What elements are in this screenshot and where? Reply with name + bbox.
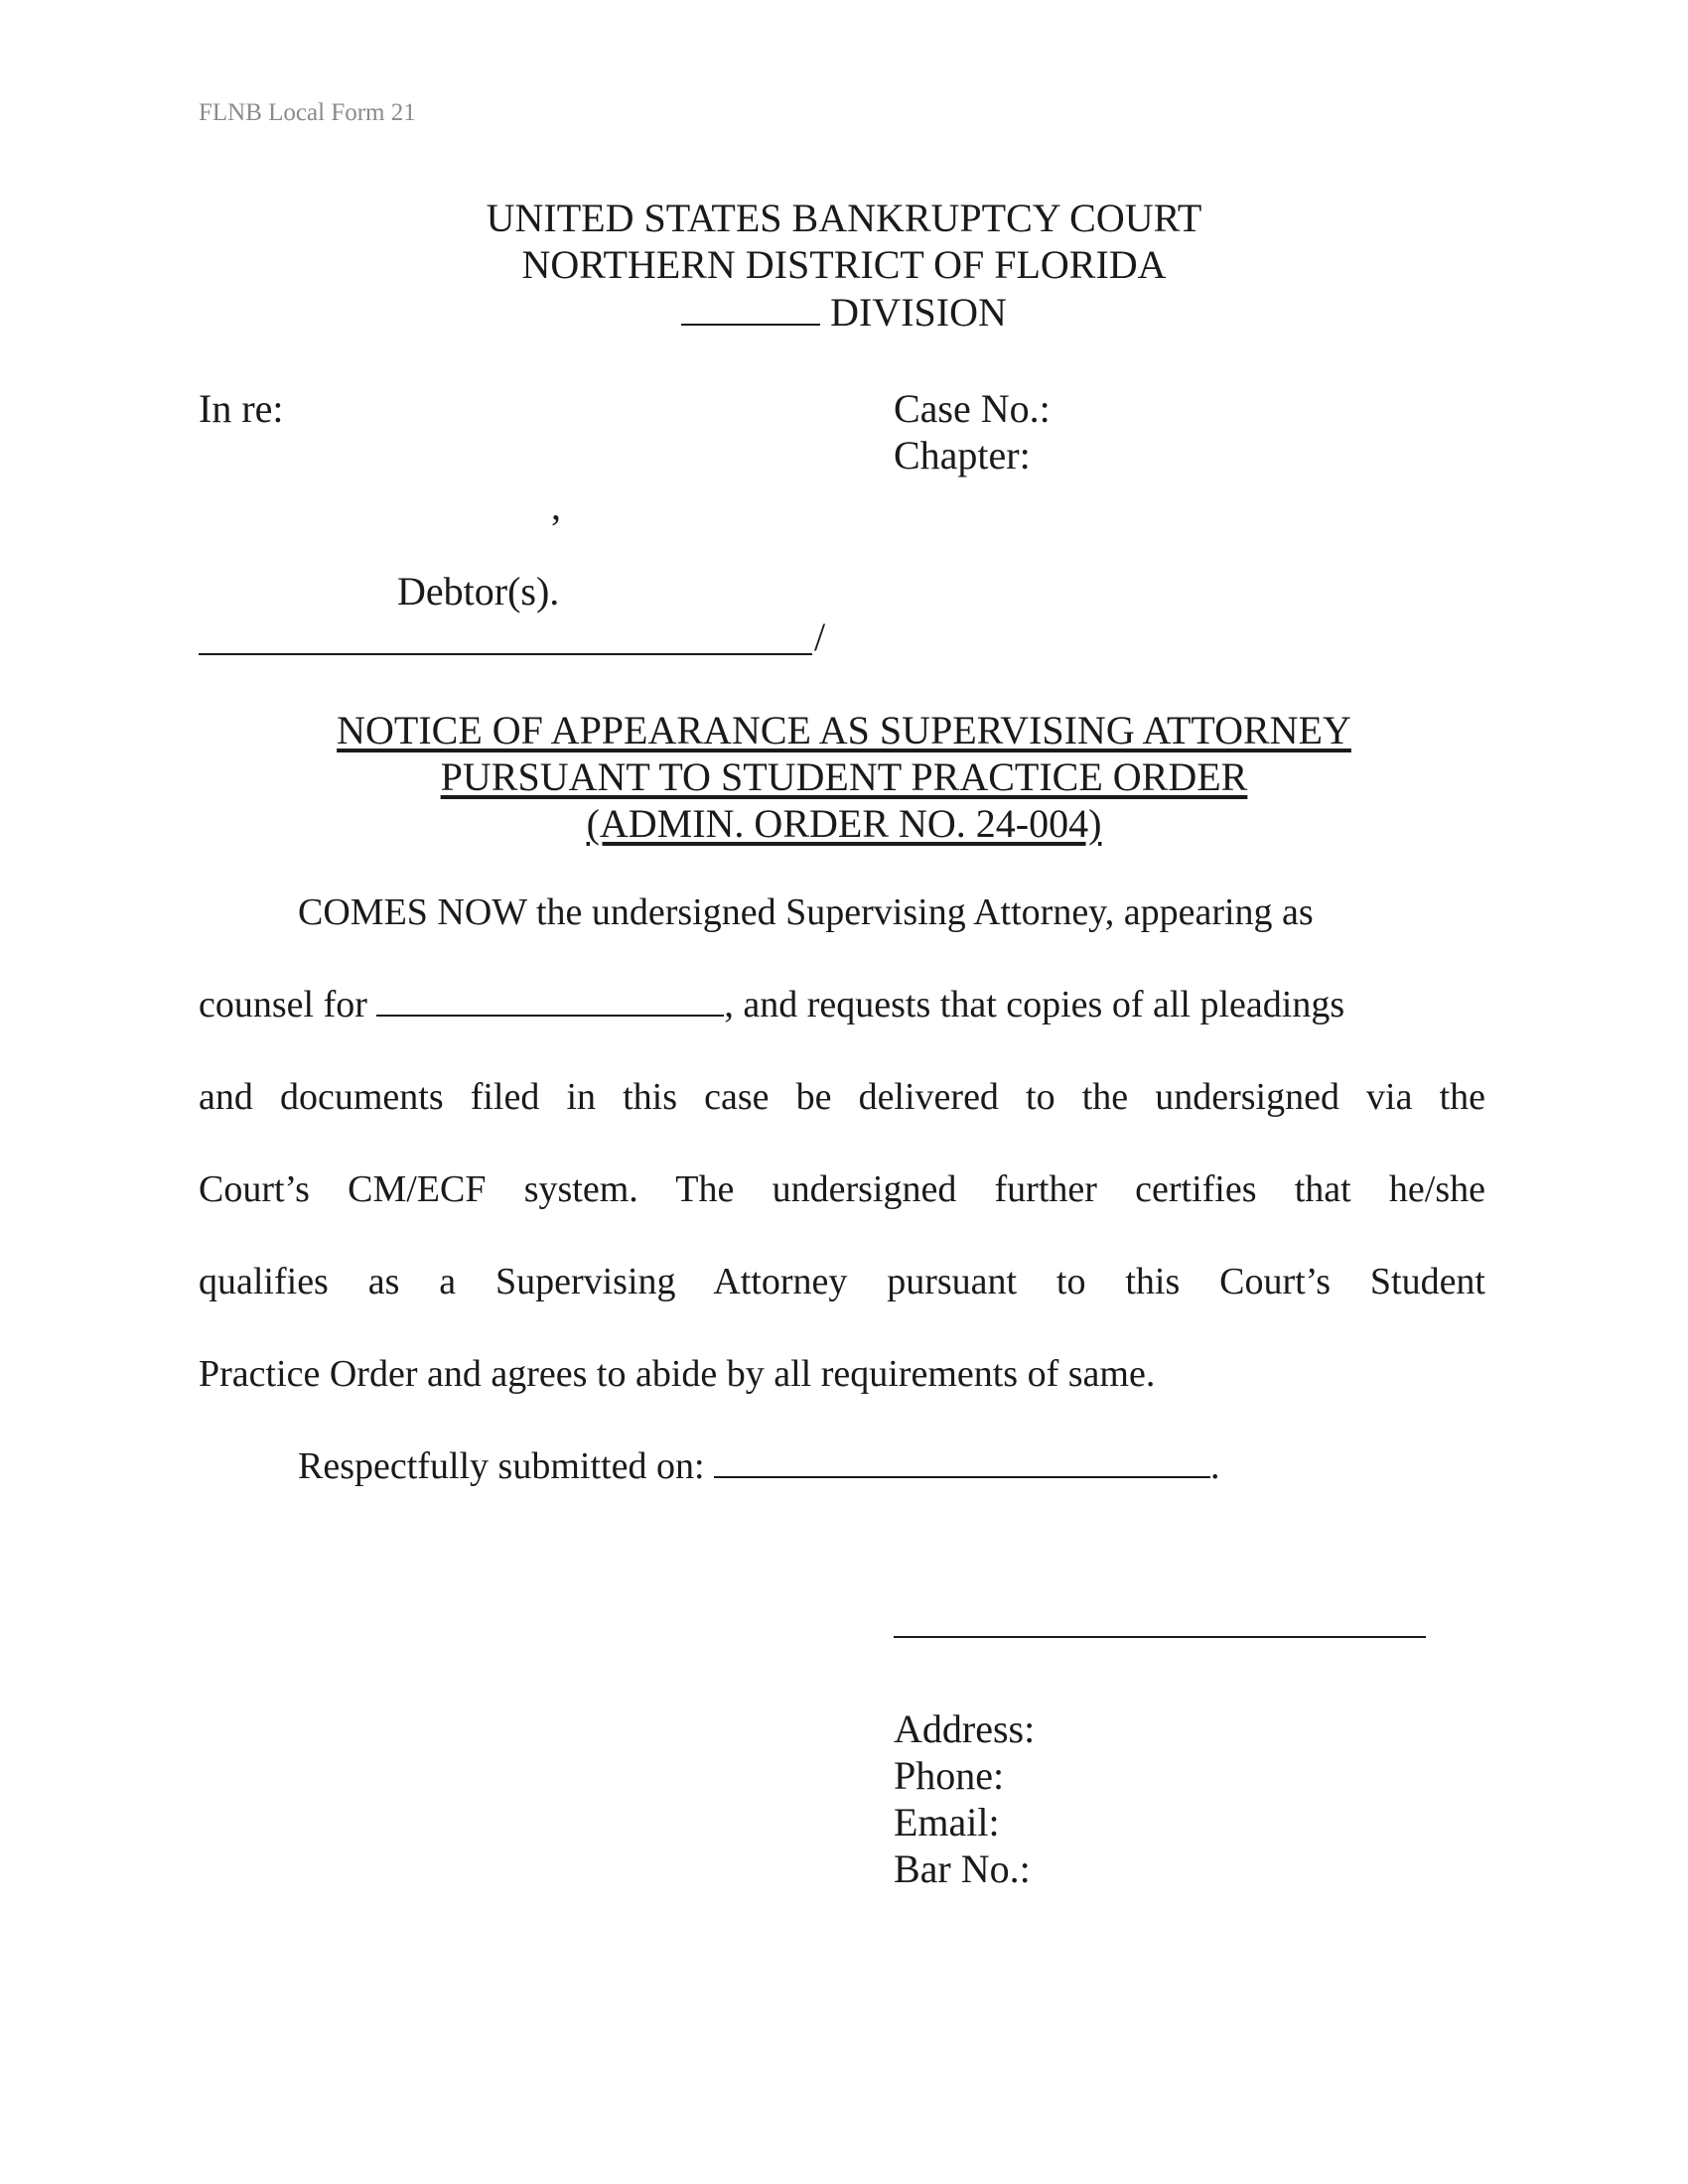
court-district: NORTHERN DISTRICT OF FLORIDA [521,242,1167,287]
title-line-1: NOTICE OF APPEARANCE AS SUPERVISING ATTORNEY [337,708,1351,752]
bar-no-label: Bar No.: [894,1846,1031,1891]
court-division [0,288,1688,336]
in-re-label: In re: [199,386,284,431]
body-line-3: and documents filed in this case be delivered to the undersigned via the [199,1076,1485,1118]
notice-title [0,707,1688,847]
debtor-name-comma: , [551,483,561,528]
body-line-2 [199,982,1485,1027]
submitted-line [298,1443,1485,1489]
case-no-label: Case No.: [894,386,1051,431]
address-label: Address: [894,1706,1036,1751]
division-label: DIVISION [830,290,1007,335]
attorney-contact-block [894,1706,1035,1892]
body-line-4: Court’s CM/ECF system. The undersigned further certifies that he/she [199,1168,1485,1210]
title-line-3: (ADMIN. ORDER NO. 24-004) [586,801,1102,846]
counsel-for-label: counsel for [199,984,367,1025]
court-header [0,195,1688,336]
case-info [894,385,1051,478]
title-line-2: PURSUANT TO STUDENT PRACTICE ORDER [440,754,1248,799]
submitted-end: . [1210,1445,1220,1487]
phone-label: Phone: [894,1753,1005,1798]
court-name: UNITED STATES BANKRUPTCY COURT [486,196,1202,240]
caption-divider-line [199,653,812,655]
body-line-2-suffix: , and requests that copies of all pleadings [724,984,1345,1025]
body-line-5: qualifies as a Supervising Attorney pursuant to this Court’s Student [199,1261,1485,1302]
body-line-6: Practice Order and agrees to abide by all requirements of same. [199,1353,1156,1395]
debtor-label: Debtor(s). [397,569,560,614]
body-line-1: COMES NOW the undersigned Supervising Attorney, appearing as [298,891,1314,933]
division-blank[interactable] [681,288,820,326]
client-name-blank[interactable] [376,985,724,1017]
caption-slash: / [814,614,826,659]
signature-line[interactable] [894,1636,1426,1638]
submission-date-blank[interactable] [714,1446,1210,1478]
chapter-label: Chapter: [894,433,1031,478]
form-label: FLNB Local Form 21 [199,99,416,126]
submitted-label: Respectfully submitted on: [298,1445,705,1487]
email-label: Email: [894,1800,1000,1844]
